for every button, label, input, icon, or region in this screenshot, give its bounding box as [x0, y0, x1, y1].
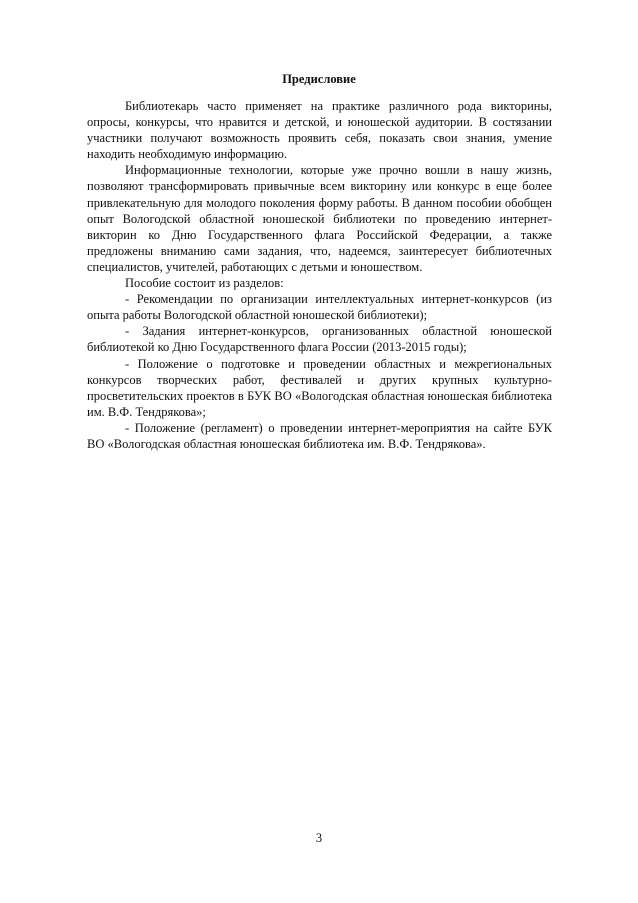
page-title: Предисловие — [282, 72, 356, 86]
paragraph-intro: Библиотекарь часто применяет на практике различного рода викторины, опросы, конкурсы, что нравится и детской, и юношеской аудитории. В состязании участники получают возможность проявить себя, показать свои знания, умение находить необходимую информацию. — [87, 99, 552, 162]
paragraph-technologies: Информационные технологии, которые уже прочно вошли в нашу жизнь, позволяют трансформировать привычные всем викторину или конкурс в еще более привлекательную для молодого поколения форму работы. В данном пособии обобщен опыт Вологодской областной юношеской библиотеки по проведению интернет-викторин ко Дню Государственного флага Российской Федерации, а также предложены вниманию сами задания, что, надеемся, заинтересует библиотечных специалистов, учителей, работающих с детьми и юношеством. — [87, 163, 552, 274]
section-item-online-event-regulation: - Положение (регламент) о проведении интернет-мероприятия на сайте БУК ВО «Вологодская областная юношеская библиотека им. В.Ф. Тендрякова». — [87, 420, 552, 451]
section-item-recommendations: - Рекомендации по организации интеллектуальных интернет-конкурсов (из опыта работы Вологодской областной юношеской библиотеки); — [87, 292, 552, 323]
section-item-contest-regulation: - Положение о подготовке и проведении областных и межрегиональных конкурсов творческих работ, фестивалей и других крупных культурно-просветительских проектов в БУК ВО «Вологодская областная юношеская библиотека им. В.Ф. Тендрякова»; — [87, 356, 552, 419]
paragraph-sections-intro: Пособие состоит из разделов: — [125, 276, 284, 291]
section-item-tasks: - Задания интернет-конкурсов, организованных областной юношеской библиотекой ко Дню Государственного флага России (2013-2015 годы); — [87, 324, 552, 355]
body-text — [87, 98, 552, 452]
page-number: 3 — [315, 831, 323, 845]
